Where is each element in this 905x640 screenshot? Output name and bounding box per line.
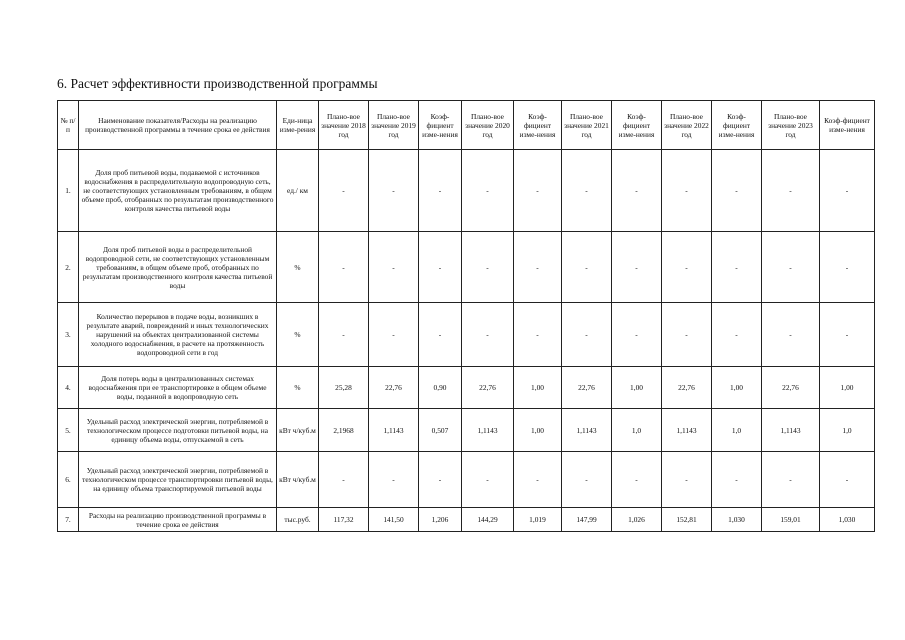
table-row: [58, 303, 875, 367]
table-row: [58, 508, 875, 532]
value-cell: -: [712, 303, 762, 367]
value-cell: 25,28: [319, 367, 369, 409]
header-cell: Плано-вое значение 2021 год: [562, 101, 612, 150]
value-cell: 22,76: [369, 367, 419, 409]
value-cell: -: [612, 452, 662, 508]
value-cell: 22,76: [662, 367, 712, 409]
table-header-row: [58, 101, 875, 150]
value-cell: -: [612, 232, 662, 303]
value-cell: 0,507: [419, 409, 462, 452]
unit-cell: кВт ч/куб.м: [277, 452, 319, 508]
value-cell: 1,00: [820, 367, 875, 409]
value-cell: -: [662, 452, 712, 508]
value-cell: 147,99: [562, 508, 612, 532]
value-cell: -: [514, 150, 562, 232]
value-cell: -: [462, 150, 514, 232]
unit-cell: кВт ч/куб.м: [277, 409, 319, 452]
value-cell: 22,76: [762, 367, 820, 409]
table-row: [58, 367, 875, 409]
header-cell: Коэф-фициент изме-нения: [712, 101, 762, 150]
value-cell: -: [369, 150, 419, 232]
value-cell: -: [462, 452, 514, 508]
value-cell: -: [419, 452, 462, 508]
value-cell: 159,01: [762, 508, 820, 532]
value-cell: 0,90: [419, 367, 462, 409]
value-cell: 1,1143: [662, 409, 712, 452]
value-cell: -: [369, 452, 419, 508]
indicator-name-cell: Удельный расход электрической энергии, потребляемой в технологическом процессе транспортировки питьевой воды, на единицу объема транспортируемой питьевой воды: [79, 452, 277, 508]
header-cell: Плано-вое значение 2019 год: [369, 101, 419, 150]
header-cell: Коэф-фициент изме-нения: [514, 101, 562, 150]
value-cell: 1,1143: [762, 409, 820, 452]
value-cell: 117,32: [319, 508, 369, 532]
value-cell: -: [662, 150, 712, 232]
unit-cell: %: [277, 367, 319, 409]
indicator-name-cell: Количество перерывов в подаче воды, возникших в результате аварий, повреждений и иных технологических нарушений на объектах централизованной системы холодного водоснабжения, в расчете на протяженность водопроводной сети в год: [79, 303, 277, 367]
indicator-name-cell: Доля проб питьевой воды, подаваемой с источников водоснабжения в распределительную водопроводную сеть, не соответствующих установленным требованиям, в общем объеме проб, отобранных по результатам производственного контроля качества питьевой воды: [79, 150, 277, 232]
value-cell: 1,00: [514, 409, 562, 452]
value-cell: 1,026: [612, 508, 662, 532]
unit-cell: тыс.руб.: [277, 508, 319, 532]
value-cell: -: [612, 303, 662, 367]
value-cell: -: [712, 452, 762, 508]
table-row: [58, 150, 875, 232]
header-cell: Наименование показателя/Расходы на реализацию производственной программы в течение срока ее действия: [79, 101, 277, 150]
table-row: [58, 409, 875, 452]
value-cell: -: [562, 303, 612, 367]
value-cell: 1,030: [712, 508, 762, 532]
value-cell: 1,00: [712, 367, 762, 409]
value-cell: -: [514, 303, 562, 367]
value-cell: -: [319, 452, 369, 508]
value-cell: -: [319, 232, 369, 303]
value-cell: 1,206: [419, 508, 462, 532]
value-cell: -: [562, 452, 612, 508]
value-cell: -: [820, 232, 875, 303]
value-cell: -: [762, 303, 820, 367]
value-cell: -: [712, 232, 762, 303]
efficiency-table: [57, 100, 875, 532]
value-cell: -: [562, 232, 612, 303]
unit-cell: ед./ км: [277, 150, 319, 232]
header-cell: Коэф-фициент изме-нения: [612, 101, 662, 150]
indicator-name-cell: Удельный расход электрической энергии, потребляемой в технологическом процессе подготовки питьевой воды, на единицу объема воды, отпускаемой в сеть: [79, 409, 277, 452]
value-cell: -: [820, 150, 875, 232]
section-heading: 6. Расчет эффективности производственной программы: [57, 76, 378, 91]
header-cell: Коэф-фициент изме-нения: [820, 101, 875, 150]
header-cell: Плано-вое значение 2018 год: [319, 101, 369, 150]
value-cell: 141,50: [369, 508, 419, 532]
row-number-cell: 1.: [58, 150, 79, 232]
header-cell: № п/п: [58, 101, 79, 150]
unit-cell: %: [277, 303, 319, 367]
value-cell: -: [712, 150, 762, 232]
value-cell: 1,0: [820, 409, 875, 452]
value-cell: 1,019: [514, 508, 562, 532]
table-row: [58, 452, 875, 508]
value-cell: -: [419, 232, 462, 303]
value-cell: 152,81: [662, 508, 712, 532]
row-number-cell: 2.: [58, 232, 79, 303]
value-cell: -: [419, 150, 462, 232]
row-number-cell: 7.: [58, 508, 79, 532]
value-cell: 1,00: [612, 367, 662, 409]
header-cell: Плано-вое значение 2020 год: [462, 101, 514, 150]
value-cell: 1,1143: [369, 409, 419, 452]
value-cell: -: [612, 150, 662, 232]
value-cell: -: [820, 452, 875, 508]
indicator-name-cell: Доля потерь воды в централизованных системах водоснабжения при ее транспортировке в общем объеме воды, поданной в водопроводную сеть: [79, 367, 277, 409]
value-cell: -: [514, 232, 562, 303]
value-cell: -: [419, 303, 462, 367]
value-cell: -: [319, 150, 369, 232]
value-cell: -: [762, 232, 820, 303]
value-cell: -: [369, 303, 419, 367]
row-number-cell: 5.: [58, 409, 79, 452]
unit-cell: %: [277, 232, 319, 303]
value-cell: 1,1143: [462, 409, 514, 452]
value-cell: -: [462, 232, 514, 303]
row-number-cell: 3.: [58, 303, 79, 367]
value-cell: 1,00: [514, 367, 562, 409]
value-cell: -: [514, 452, 562, 508]
header-cell: Плано-вое значение 2022 год: [662, 101, 712, 150]
value-cell: 1,0: [612, 409, 662, 452]
value-cell: -: [562, 150, 612, 232]
value-cell: 22,76: [562, 367, 612, 409]
value-cell: -: [369, 232, 419, 303]
header-cell: Коэф-фициент изме-нения: [419, 101, 462, 150]
value-cell: 1,0: [712, 409, 762, 452]
header-cell: Плано-вое значение 2023 год: [762, 101, 820, 150]
value-cell: -: [762, 150, 820, 232]
header-cell: Еди-ница изме-рения: [277, 101, 319, 150]
value-cell: 22,76: [462, 367, 514, 409]
table-row: [58, 232, 875, 303]
value-cell: -: [762, 452, 820, 508]
table-body: [58, 150, 875, 532]
row-number-cell: 4.: [58, 367, 79, 409]
row-number-cell: 6.: [58, 452, 79, 508]
value-cell: -: [319, 303, 369, 367]
value-cell: -: [662, 303, 712, 367]
indicator-name-cell: Доля проб питьевой воды в распределительной водопроводной сети, не соответствующих установленным требованиям, в общем объеме проб, отобранных по результатам производственного контроля качества питьевой воды: [79, 232, 277, 303]
value-cell: 1,030: [820, 508, 875, 532]
value-cell: -: [662, 232, 712, 303]
value-cell: 1,1143: [562, 409, 612, 452]
value-cell: -: [462, 303, 514, 367]
value-cell: 144,29: [462, 508, 514, 532]
indicator-name-cell: Расходы на реализацию производственной программы в течение срока ее действия: [79, 508, 277, 532]
value-cell: 2,1968: [319, 409, 369, 452]
value-cell: -: [820, 303, 875, 367]
